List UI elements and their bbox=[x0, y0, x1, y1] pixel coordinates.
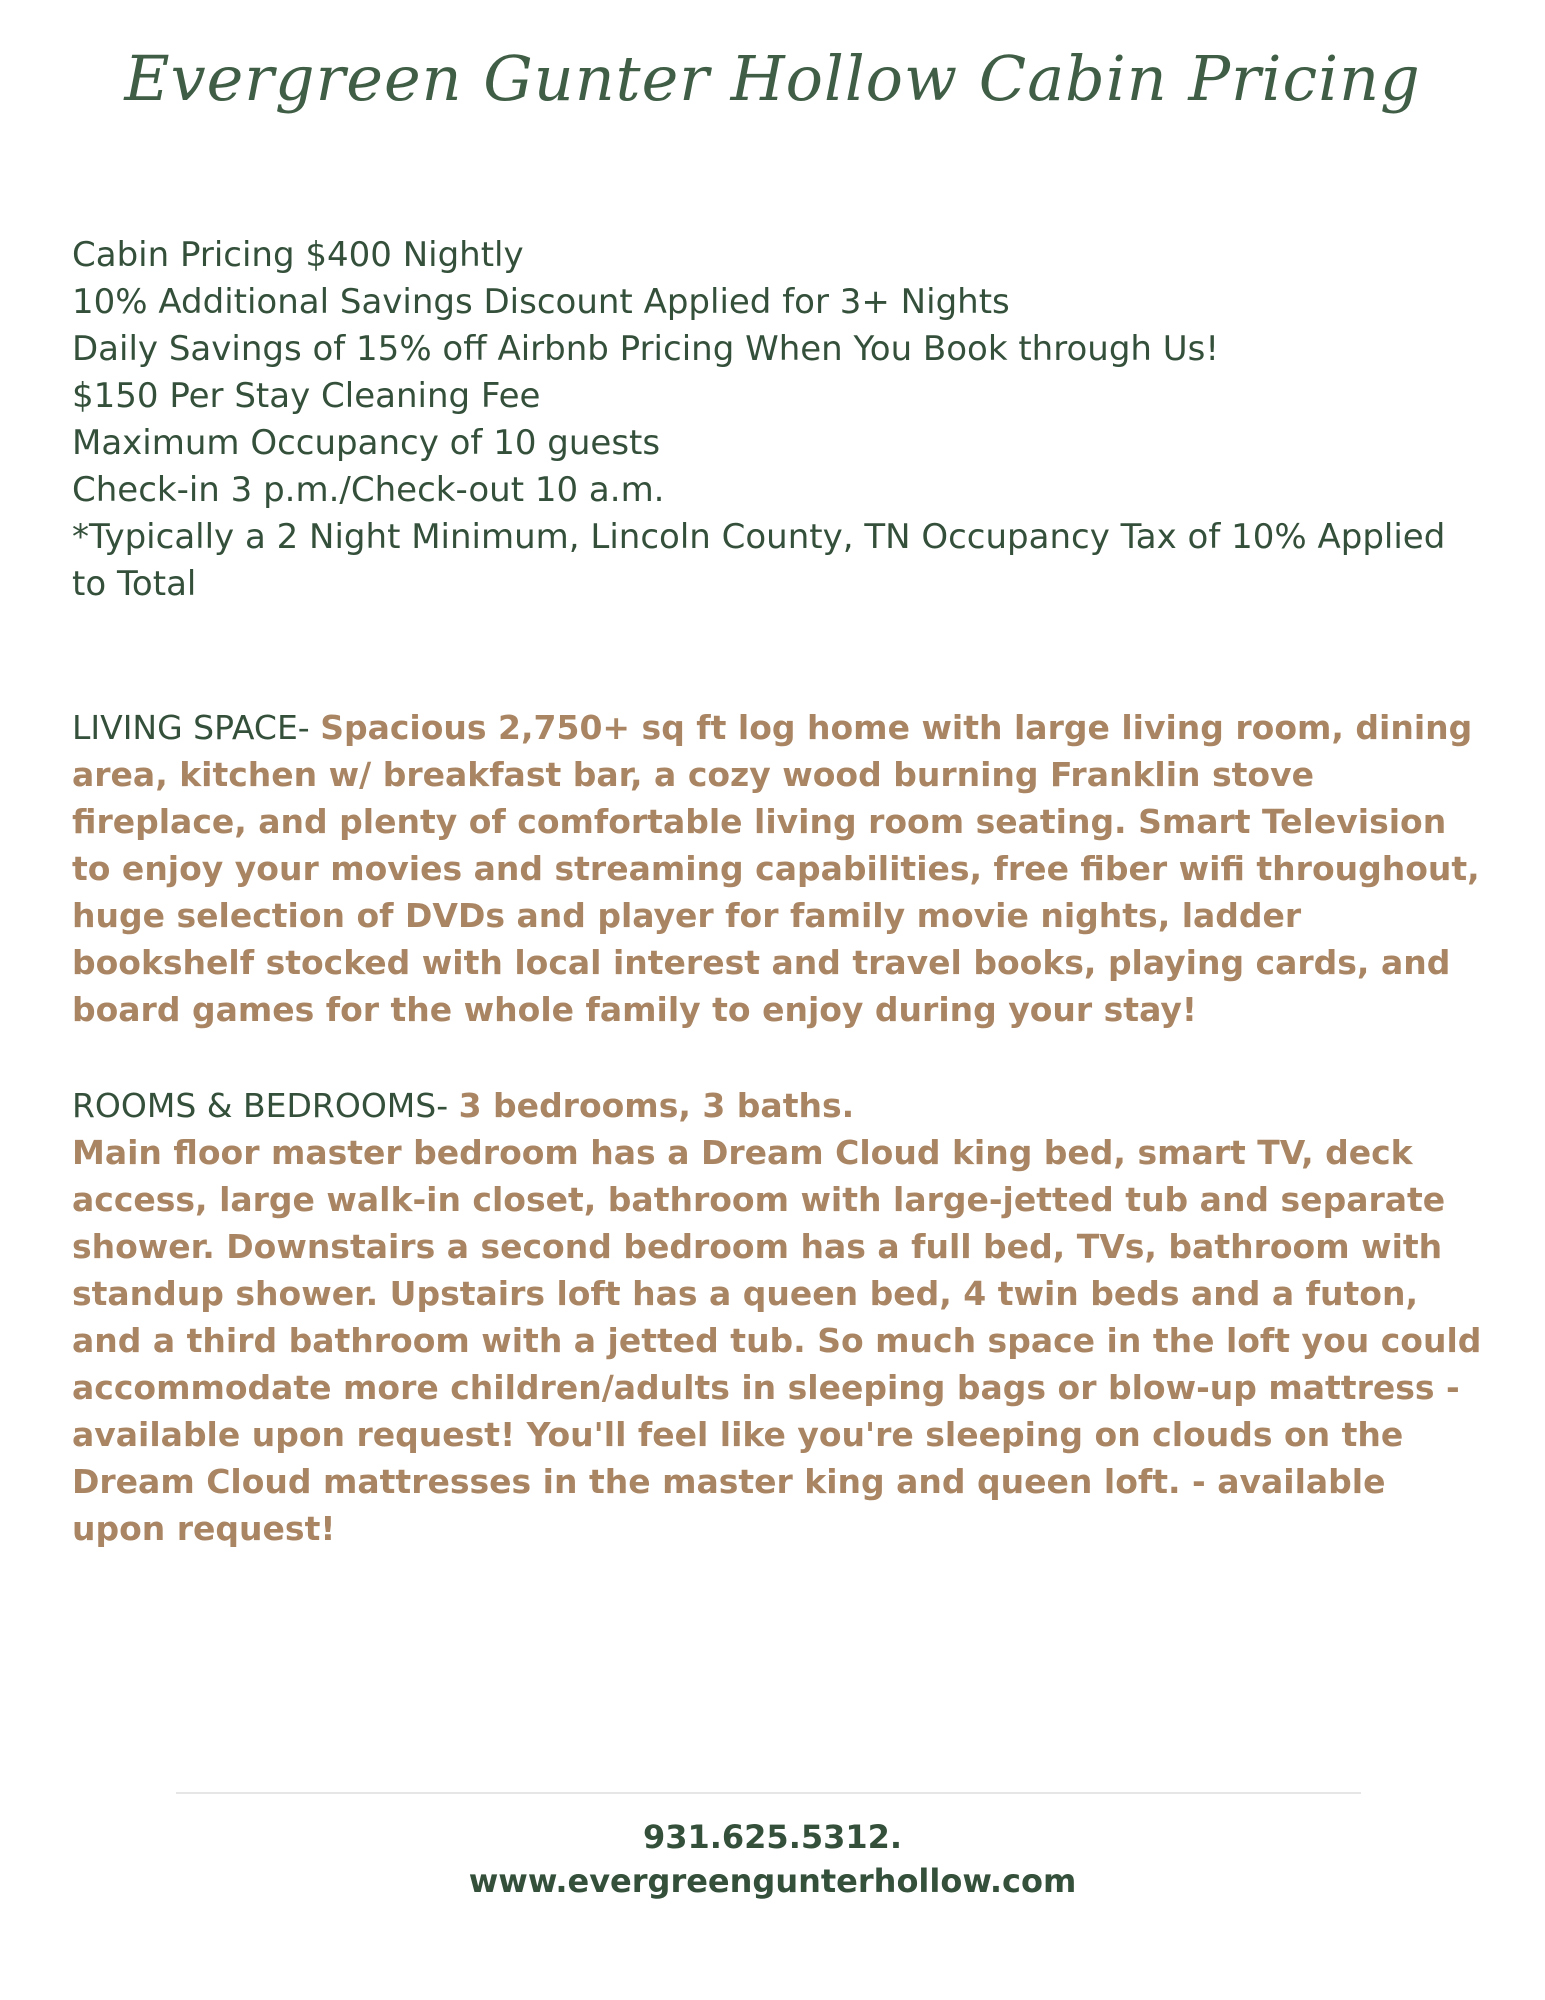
pricing-list bbox=[72, 232, 1482, 608]
pricing-line: Cabin Pricing $400 Nightly bbox=[72, 235, 524, 275]
living-space-text: Spacious 2,750+ sq ft log home with large living room, dining area, kitchen w/ breakfast bar, a cozy wood burning Franklin stove fireplace, and plenty of comfortable living room seating. Smart Television to enjoy your movies and streaming capabilities, free fiber wifi throughout, huge selection of DVDs and player for family movie nights, ladder bookshelf stocked with local interest and travel books, playing cards, and board games for the whole family to enjoy during your stay! bbox=[72, 708, 1480, 1029]
rooms-summary: 3 bedrooms, 3 baths. bbox=[458, 1086, 855, 1125]
pricing-line: 10% Additional Savings Discount Applied for 3+ Nights bbox=[72, 282, 1010, 322]
website-link[interactable]: www.evergreengunterhollow.com bbox=[468, 1862, 1077, 1900]
pricing-line: Daily Savings of 15% off Airbnb Pricing When You Book through Us! bbox=[72, 329, 1219, 369]
pricing-line: Maximum Occupancy of 10 guests bbox=[72, 423, 661, 463]
pricing-line: *Typically a 2 Night Minimum, Lincoln County, TN Occupancy Tax of 10% Applied to Total bbox=[72, 517, 1446, 604]
rooms-text: Main floor master bedroom has a Dream Cloud king bed, smart TV, deck access, large walk-in closet, bathroom with large-jetted tub and separate shower. Downstairs a second bedroom has a full bed, TVs, bathroom with standup shower. Upstairs loft has a queen bed, 4 twin beds and a futon, and a third bathroom with a jetted tub. So much space in the loft you could accommodate more children/adults in sleeping bags or blow-up mattress - available upon request! You'll feel like you're sleeping on clouds on the Dream Cloud mattresses in the master king and queen loft. - available upon request! bbox=[72, 1133, 1482, 1548]
page-title: Evergreen Gunter Hollow Cabin Pricing bbox=[124, 42, 1421, 115]
rooms-label: ROOMS & BEDROOMS- bbox=[72, 1086, 459, 1125]
pricing-line: $150 Per Stay Cleaning Fee bbox=[72, 376, 541, 416]
footer-divider bbox=[176, 1792, 1361, 1794]
rooms-section bbox=[72, 1082, 1482, 1552]
pricing-line: Check-in 3 p.m./Check-out 10 a.m. bbox=[72, 470, 665, 510]
living-space-label: LIVING SPACE- bbox=[72, 708, 321, 747]
living-space-section bbox=[72, 704, 1482, 1033]
phone-number: 931.625.5312. bbox=[642, 1818, 903, 1856]
